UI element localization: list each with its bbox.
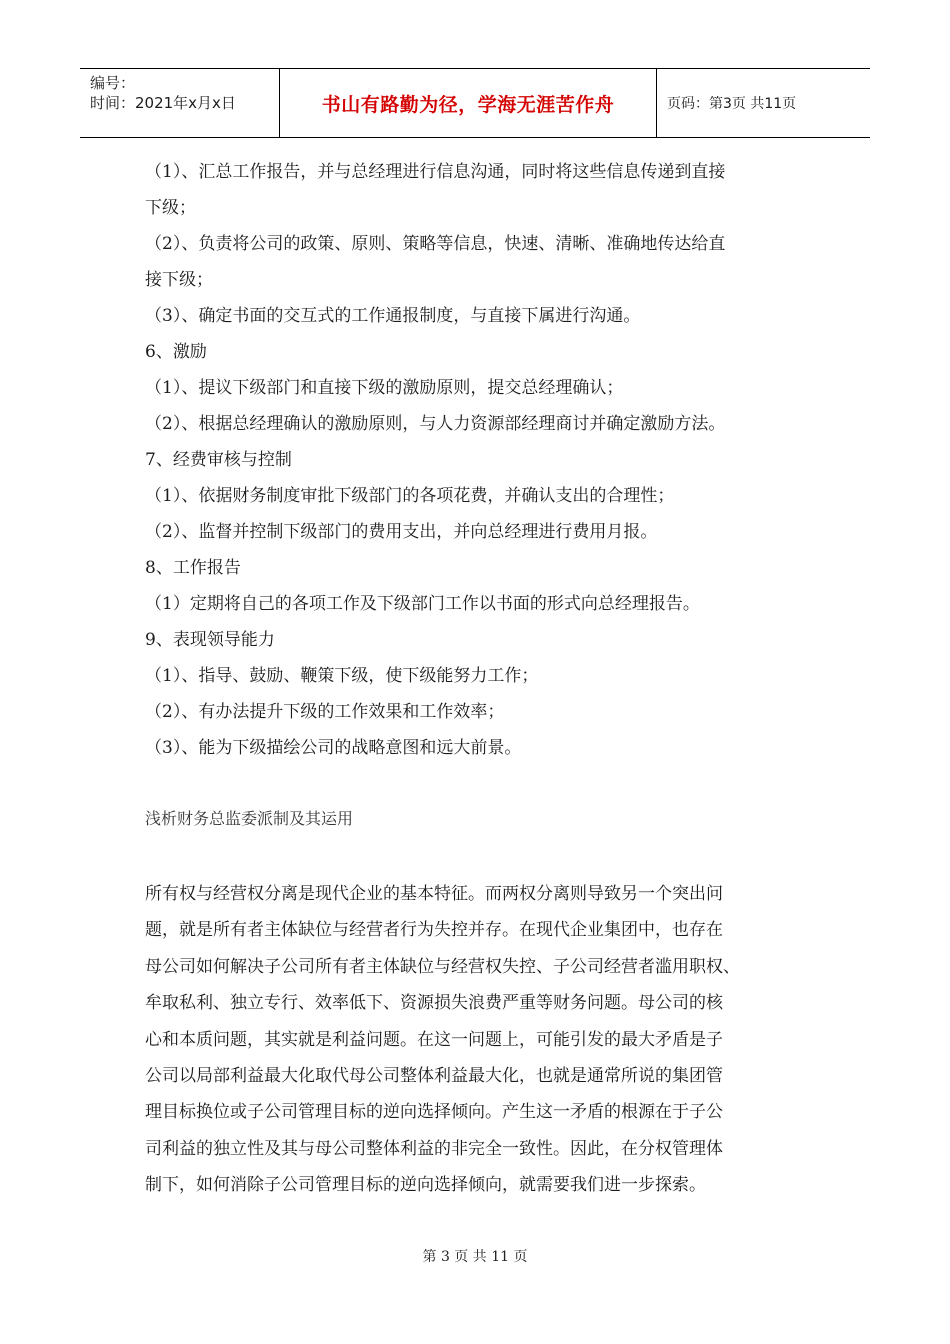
page-header (80, 68, 870, 138)
paragraph-line: 司利益的独立性及其与母公司整体利益的非完全一致性。因此，在分权管理体 (145, 1138, 723, 1159)
header-page-info: 页码：第3页 共11页 (667, 96, 797, 112)
header-meta (80, 69, 280, 137)
text-line: 下级； (145, 198, 196, 218)
paragraph-line: 公司以局部利益最大化取代母公司整体利益最大化，也就是通常所说的集团管 (145, 1065, 723, 1086)
time-label: 时间：2021年x月x日 (90, 94, 236, 112)
paragraph-line: 所有权与经营权分离是现代企业的基本特征。而两权分离则导致另一个突出问 (145, 884, 723, 904)
text-line: （2）、有办法提升下级的工作效果和工作效率； (145, 702, 505, 722)
section-heading: 9、表现领导能力 (145, 630, 275, 650)
article-paragraph (145, 876, 825, 1204)
text-line: （1）、汇总工作报告，并与总经理进行信息沟通，同时将这些信息传递到直接 (145, 162, 726, 182)
text-line: （1）、依据财务制度审批下级部门的各项花费，并确认支出的合理性； (145, 486, 675, 506)
text-line: （1）、提议下级部门和直接下级的激励原则，提交总经理确认； (145, 378, 624, 398)
text-line: （1）定期将自己的各项工作及下级部门工作以书面的形式向总经理报告。 (145, 594, 700, 614)
paragraph-line: 心和本质问题，其实就是利益问题。在这一问题上，可能引发的最大矛盾是子 (145, 1029, 723, 1050)
section-list (145, 154, 825, 766)
text-line: （3）、确定书面的交互式的工作通报制度，与直接下属进行沟通。 (145, 306, 641, 326)
text-line: （2）、根据总经理确认的激励原则，与人力资源部经理商讨并确定激励方法。 (145, 414, 726, 434)
paragraph-line: 题，就是所有者主体缺位与经营者行为失控并存。在现代企业集团中，也存在 (145, 920, 723, 941)
section-heading: 6、激励 (145, 342, 207, 362)
section-heading: 8、工作报告 (145, 558, 241, 578)
paragraph-line: 牟取私利、独立专行、效率低下、资源损失浪费严重等财务问题。母公司的核 (145, 993, 723, 1014)
header-motto: 书山有路勤为径，学海无涯苦作舟 (280, 69, 657, 137)
paragraph-line: 制下，如何消除子公司管理目标的逆向选择倾向，就需要我们进一步探索。 (145, 1175, 706, 1196)
text-line: （1）、指导、鼓励、鞭策下级，使下级能努力工作； (145, 666, 539, 686)
text-line: （3）、能为下级描绘公司的战略意图和远大前景。 (145, 738, 522, 758)
page-footer: 第 3 页 共 11 页 (422, 1249, 528, 1265)
code-label: 编号： (90, 74, 136, 92)
section-heading: 7、经费审核与控制 (145, 450, 292, 470)
paragraph-line: 理目标换位或子公司管理目标的逆向选择倾向。产生这一矛盾的根源在于子公 (145, 1102, 723, 1123)
text-line: （2）、负责将公司的政策、原则、策略等信息，快速、清晰、准确地传达给直 (145, 234, 726, 254)
paragraph-line: 母公司如何解决子公司所有者主体缺位与经营权失控、子公司经营者滥用职权、 (145, 956, 740, 977)
text-line: （2）、监督并控制下级部门的费用支出，并向总经理进行费用月报。 (145, 522, 658, 542)
text-line: 接下级； (145, 270, 213, 290)
article-title: 浅析财务总监委派制及其运用 (145, 809, 354, 828)
